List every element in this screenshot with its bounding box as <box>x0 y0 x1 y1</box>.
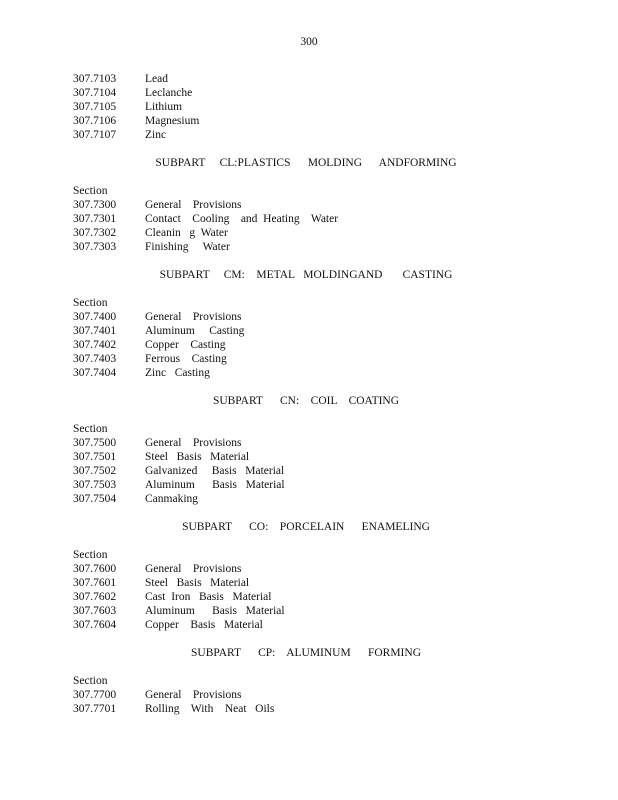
document-body <box>73 72 573 716</box>
section-code: 307.7600 <box>73 563 117 575</box>
section-title: General Provisions <box>145 437 242 449</box>
list-item <box>73 352 573 366</box>
section-title: Aluminum Basis Material <box>145 479 285 491</box>
section-label: Section <box>73 423 108 435</box>
subpart-heading: SUBPART CO: PORCELAIN ENAMELING <box>182 521 430 533</box>
section-code: 307.7400 <box>73 311 117 323</box>
list-item <box>73 324 573 338</box>
section-title: General Provisions <box>145 563 242 575</box>
section-code: 307.7500 <box>73 437 117 449</box>
section-title: Copper Casting <box>145 339 226 351</box>
list-item <box>73 72 573 86</box>
section-code: 307.7104 <box>73 87 117 99</box>
subpart-heading: SUBPART CN: COIL COATING <box>212 395 400 407</box>
section-code: 307.7303 <box>73 241 117 253</box>
section-title: Cast Iron Basis Material <box>145 591 272 603</box>
section-code: 307.7301 <box>73 213 117 225</box>
section-title: General Provisions <box>145 689 242 701</box>
section-code: 307.7601 <box>73 577 117 589</box>
section-title: Steel Basis Material <box>145 577 250 589</box>
list-item <box>73 198 573 212</box>
section-label: Section <box>73 675 108 687</box>
section-code: 307.7401 <box>73 325 117 337</box>
section-title: Leclanche <box>145 87 193 99</box>
section-title: Rolling With Neat Oils <box>145 703 275 715</box>
list-item <box>73 688 573 702</box>
list-item <box>73 86 573 100</box>
section-code: 307.7700 <box>73 689 117 701</box>
section-title: Canmaking <box>145 493 199 505</box>
list-item <box>73 618 573 632</box>
section-code: 307.7701 <box>73 703 117 715</box>
subpart-cl <box>73 156 573 254</box>
section-code: 307.7604 <box>73 619 117 631</box>
section-code: 307.7602 <box>73 591 117 603</box>
section-code: 307.7603 <box>73 605 117 617</box>
section-title: Zinc Casting <box>145 367 210 379</box>
section-code: 307.7302 <box>73 227 117 239</box>
subpart-co <box>73 520 573 632</box>
list-item <box>73 450 573 464</box>
section-code: 307.7504 <box>73 493 117 505</box>
list-item <box>73 590 573 604</box>
section-title: General Provisions <box>145 199 242 211</box>
list-item <box>73 128 573 142</box>
section-title: Aluminum Casting <box>145 325 245 337</box>
page-number: 300 <box>300 36 318 48</box>
section-title: Zinc <box>145 129 167 141</box>
list-item <box>73 492 573 506</box>
subpart-heading: SUBPART CP: ALUMINUM FORMING <box>191 647 421 659</box>
section-code: 307.7107 <box>73 129 117 141</box>
section-label: Section <box>73 185 108 197</box>
subpart-cp <box>73 646 573 716</box>
section-title: Finishing Water <box>145 241 230 253</box>
list-item <box>73 338 573 352</box>
list-item <box>73 100 573 114</box>
section-title: Magnesium <box>145 115 200 127</box>
section-label: Section <box>73 549 108 561</box>
list-item <box>73 464 573 478</box>
section-code: 307.7503 <box>73 479 117 491</box>
section-title: Cleanin g Water <box>145 227 228 239</box>
section-code: 307.7502 <box>73 465 117 477</box>
section-code: 307.7402 <box>73 339 117 351</box>
top-entry-list <box>73 72 573 142</box>
list-item <box>73 310 573 324</box>
subpart-heading: SUBPART CM: METAL MOLDINGAND CASTING <box>159 269 453 281</box>
list-item <box>73 212 573 226</box>
section-label: Section <box>73 297 108 309</box>
section-code: 307.7106 <box>73 115 117 127</box>
list-item <box>73 702 573 716</box>
list-item <box>73 366 573 380</box>
list-item <box>73 114 573 128</box>
subpart-heading: SUBPART CL:PLASTICS MOLDING ANDFORMING <box>155 157 457 169</box>
section-title: Ferrous Casting <box>145 353 227 365</box>
list-item <box>73 436 573 450</box>
section-code: 307.7105 <box>73 101 117 113</box>
section-code: 307.7403 <box>73 353 117 365</box>
section-title: Contact Cooling and Heating Water <box>145 213 339 225</box>
list-item <box>73 240 573 254</box>
section-title: Lithium <box>145 101 183 113</box>
list-item <box>73 478 573 492</box>
section-code: 307.7501 <box>73 451 117 463</box>
section-code: 307.7300 <box>73 199 117 211</box>
list-item <box>73 562 573 576</box>
list-item <box>73 576 573 590</box>
subpart-cn <box>73 394 573 506</box>
subpart-cm <box>73 268 573 380</box>
list-item <box>73 604 573 618</box>
list-item <box>73 226 573 240</box>
section-title: Copper Basis Material <box>145 619 263 631</box>
section-code: 307.7404 <box>73 367 117 379</box>
section-title: Steel Basis Material <box>145 451 250 463</box>
section-title: Aluminum Basis Material <box>145 605 285 617</box>
section-code: 307.7103 <box>73 73 117 85</box>
section-title: Galvanized Basis Material <box>145 465 285 477</box>
section-title: General Provisions <box>145 311 242 323</box>
section-title: Lead <box>145 73 168 85</box>
